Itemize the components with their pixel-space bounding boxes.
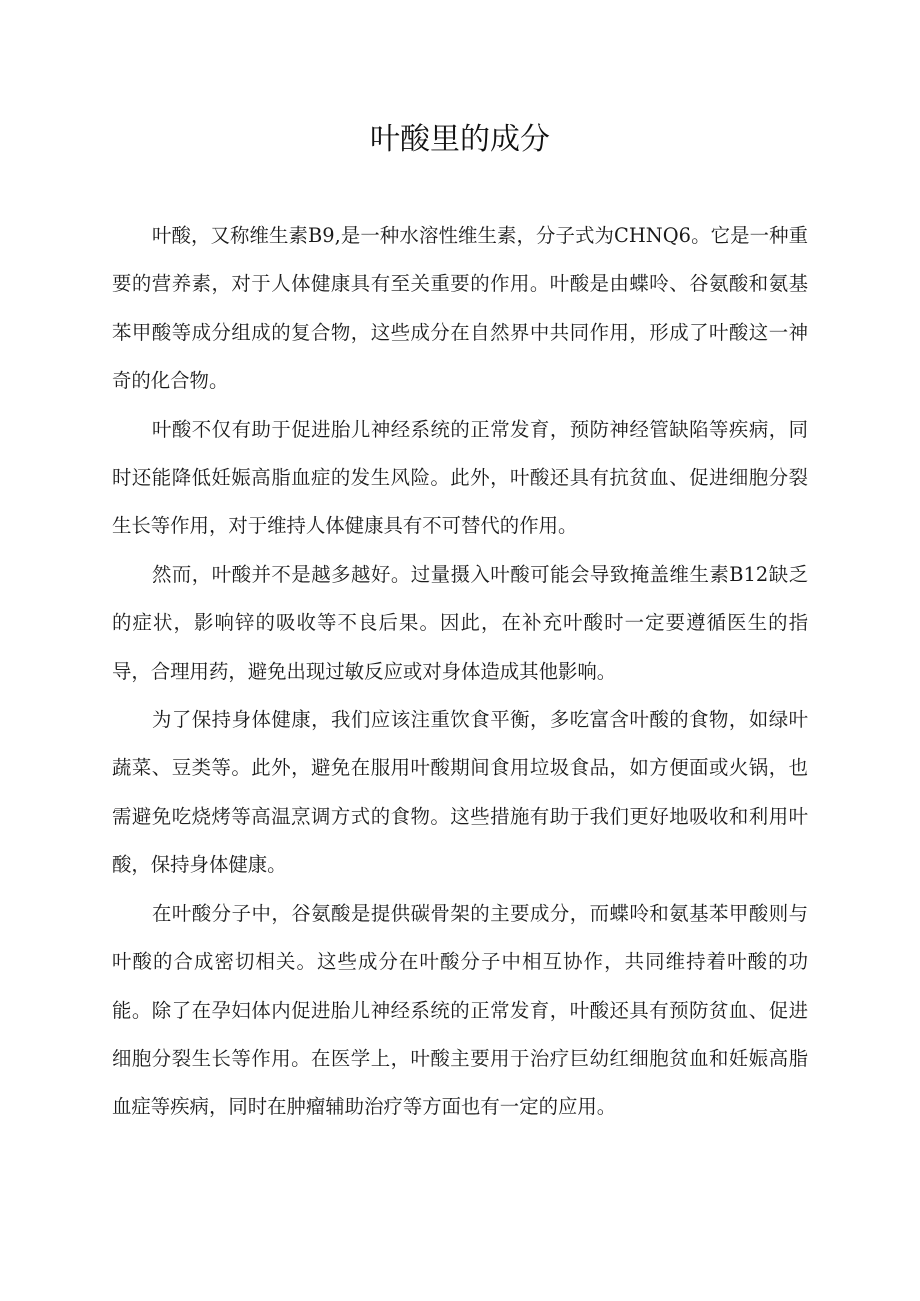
paragraph-2: 叶酸不仅有助于促进胎儿神经系统的正常发育，预防神经管缺陷等疾病，同时还能降低妊娠高脂血症的发生风险。此外，叶酸还具有抗贫血、促进细胞分裂生长等作用，对于维持人体健康具有不可替代的作用。 <box>112 417 808 538</box>
paragraph-3: 然而，叶酸并不是越多越好。过量摄入叶酸可能会导致掩盖维生素B12缺乏的症状，影响锌的吸收等不良后果。因此，在补充叶酸时一定要遵循医生的指导，合理用药，避免出现过敏反应或对身体造成其他影响。 <box>112 562 808 683</box>
document-title: 叶酸里的成分 <box>370 122 550 157</box>
paragraph-4: 为了保持身体健康，我们应该注重饮食平衡，多吃富含叶酸的食物，如绿叶蔬菜、豆类等。此外，避免在服用叶酸期间食用垃圾食品，如方便面或火锅，也需避免吃烧烤等高温烹调方式的食物。这些措施有助于我们更好地吸收和利用叶酸，保持身体健康。 <box>112 708 808 877</box>
paragraph-1: 叶酸，又称维生素B9,是一种水溶性维生素，分子式为CHNQ6。它是一种重要的营养素，对于人体健康具有至关重要的作用。叶酸是由蝶呤、谷氨酸和氨基苯甲酸等成分组成的复合物，这些成分在自然界中共同作用，形成了叶酸这一神奇的化合物。 <box>112 224 808 393</box>
paragraph-5: 在叶酸分子中，谷氨酸是提供碳骨架的主要成分，而蝶呤和氨基苯甲酸则与叶酸的合成密切相关。这些成分在叶酸分子中相互协作，共同维持着叶酸的功能。除了在孕妇体内促进胎儿神经系统的正常发育，叶酸还具有预防贫血、促进细胞分裂生长等作用。在医学上，叶酸主要用于治疗巨幼红细胞贫血和妊娠高脂血症等疾病，同时在肿瘤辅助治疗等方面也有一定的应用。 <box>112 901 808 1119</box>
document-body <box>112 212 808 1132</box>
